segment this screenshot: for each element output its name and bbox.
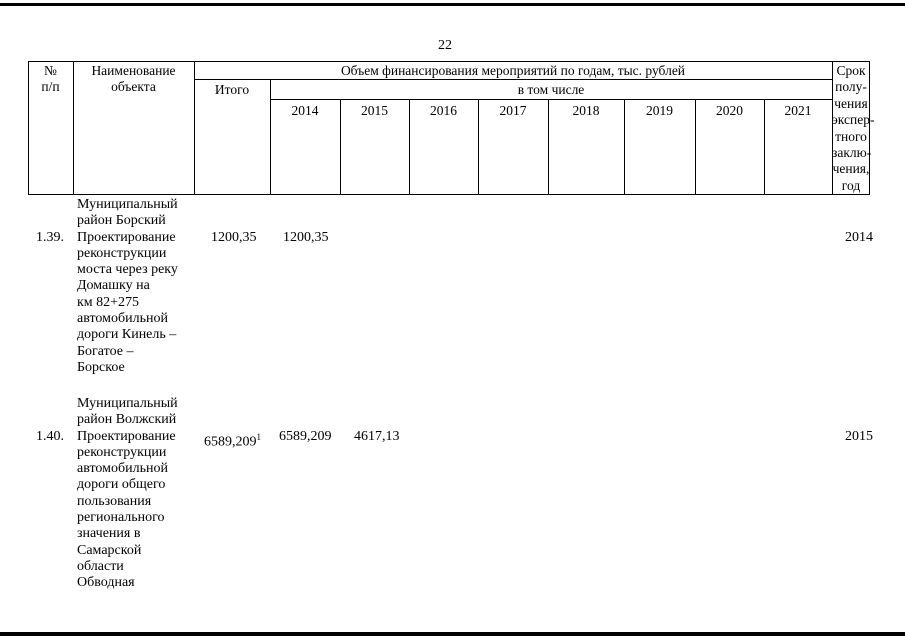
row-1-40-number: 1.40.	[36, 429, 64, 444]
term-col-header: Срок полу- чения экспер- тного заклю- чения, год	[832, 63, 875, 193]
row-1-39-name: Муниципальный район Борский Проектирование реконструкции моста через реку Домашку на км 82+275 автомобильной дороги Кинель – Богатое – Борское	[77, 197, 178, 375]
bottom-border	[0, 632, 905, 636]
name-col-header: Наименование объекта	[91, 63, 176, 94]
year-2014-header: 2014	[291, 103, 319, 118]
year-2017-header: 2017	[499, 103, 527, 118]
year-2019-header: 2019	[646, 103, 673, 118]
year-2016-header: 2016	[430, 103, 457, 118]
page-number: 22	[438, 38, 452, 53]
table-header	[28, 61, 875, 195]
footnote-mark: 1	[256, 432, 261, 442]
row-1-39-total: 1200,35	[211, 230, 257, 245]
row-1-39-term: 2014	[845, 230, 873, 245]
row-1-39-number: 1.39.	[36, 230, 64, 245]
top-border	[0, 3, 905, 6]
row-1-39-2014: 1200,35	[283, 230, 329, 245]
total-col-header: Итого	[214, 82, 250, 97]
year-2021-header: 2021	[784, 103, 812, 118]
row-1-40-2015: 4617,13	[354, 429, 400, 444]
row-1-40-term: 2015	[845, 429, 873, 444]
year-2018-header: 2018	[572, 103, 600, 118]
row-1-40-name: Муниципальный район Волжский Проектирование реконструкции автомобильной дороги общего пользования регионального значения в Самарской области Обводная	[77, 396, 178, 591]
row-1-40-2014: 6589,209	[279, 429, 332, 444]
num-col-header: № п/п	[41, 63, 60, 94]
year-2015-header: 2015	[361, 103, 388, 118]
including-header: в том числе	[517, 82, 585, 97]
year-2020-header: 2020	[716, 103, 743, 118]
row-1-40-total: 6589,209$^1$	[204, 432, 261, 450]
financing-title: Объем финансирования мероприятий по годам, тыс. рублей	[340, 63, 686, 78]
